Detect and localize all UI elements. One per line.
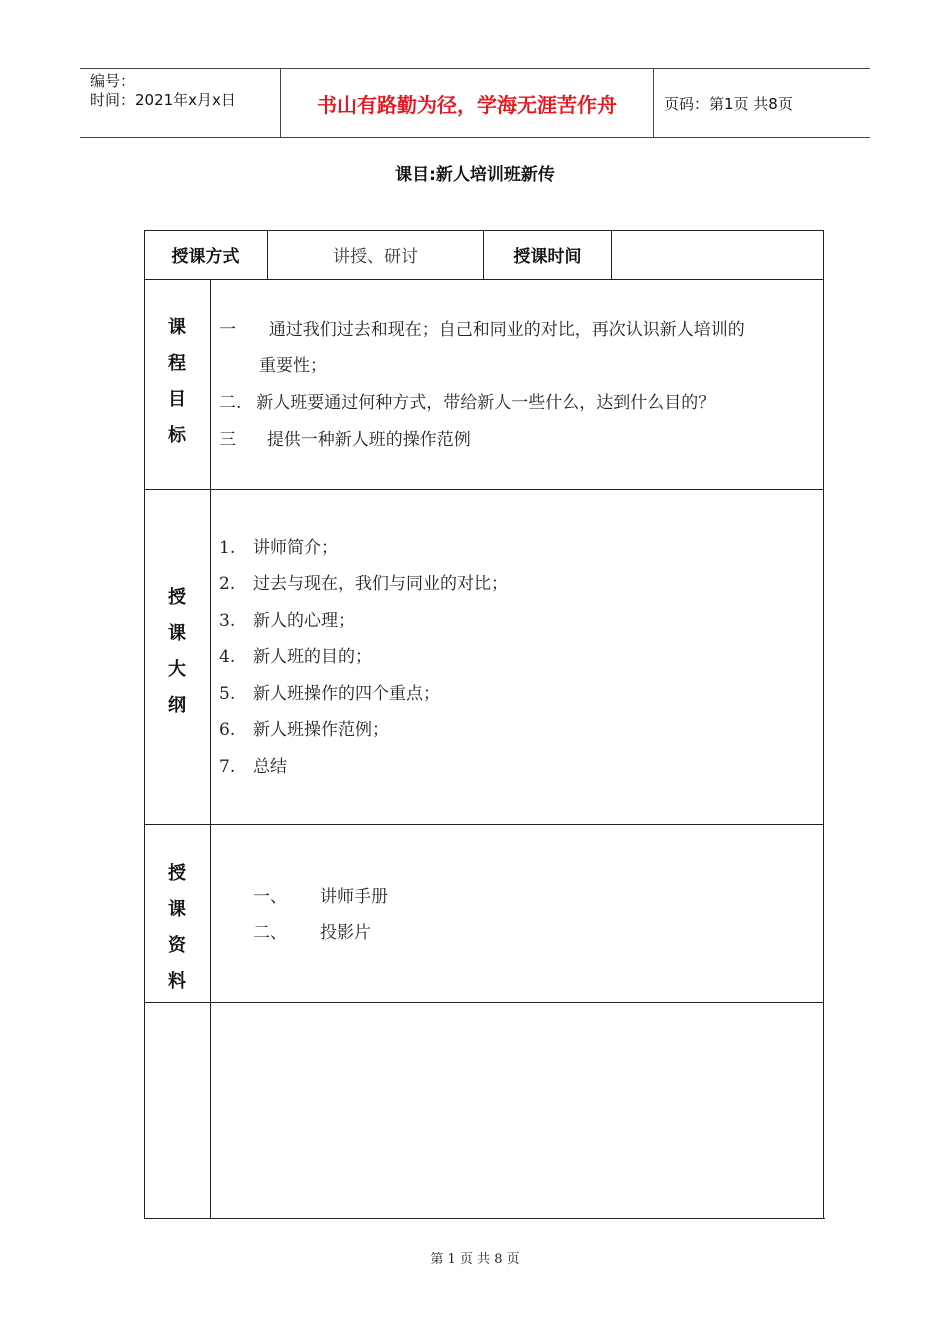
method-value: 讲授、研讨 <box>333 247 418 267</box>
material-item: 二、 投影片 <box>253 923 371 943</box>
objectives-label: 课 程 目 标 <box>168 317 186 446</box>
objective-item-2: 二. 新人班要通过何种方式，带给新人一些什么，达到什么目的？ <box>219 393 716 413</box>
time-label: 时间：2021年x月x日 <box>90 91 236 109</box>
objective-item-1-cont: 重要性； <box>259 356 327 376</box>
course-table <box>144 230 824 1219</box>
number-label: 编号： <box>90 72 136 90</box>
outline-item: 2. 过去与现在，我们与同业的对比； <box>219 574 508 594</box>
time-label: 授课时间 <box>513 247 582 267</box>
header-motto: 书山有路勤为径，学海无涯苦作舟 <box>317 92 617 117</box>
method-label: 授课方式 <box>171 247 240 267</box>
course-title: 课目:新人培训班新传 <box>395 165 555 185</box>
time-value <box>612 230 823 279</box>
outline-item: 4. 新人班的目的； <box>219 647 372 667</box>
header-page-info: 页码：第1页 共8页 <box>664 94 793 113</box>
outline-item: 3. 新人的心理； <box>219 611 355 631</box>
materials-label: 授 课 资 料 <box>168 863 186 992</box>
document-header <box>80 68 870 138</box>
outline-item: 1. 讲师简介； <box>219 538 338 558</box>
outline-item: 7. 总结 <box>219 757 287 777</box>
objective-item-3: 三 提供一种新人班的操作范例 <box>219 430 471 450</box>
outline-label: 授 课 大 纲 <box>168 587 186 716</box>
material-item: 一、 讲师手册 <box>253 887 388 907</box>
outline-item: 5. 新人班操作的四个重点； <box>219 684 440 704</box>
objective-item-1: 一 通过我们过去和现在；自己和同业的对比，再次认识新人培训的 <box>219 320 745 340</box>
header-meta <box>80 69 280 137</box>
page-footer: 第 1 页 共 8 页 <box>430 1252 520 1267</box>
outline-item: 6. 新人班操作范例； <box>219 720 389 740</box>
